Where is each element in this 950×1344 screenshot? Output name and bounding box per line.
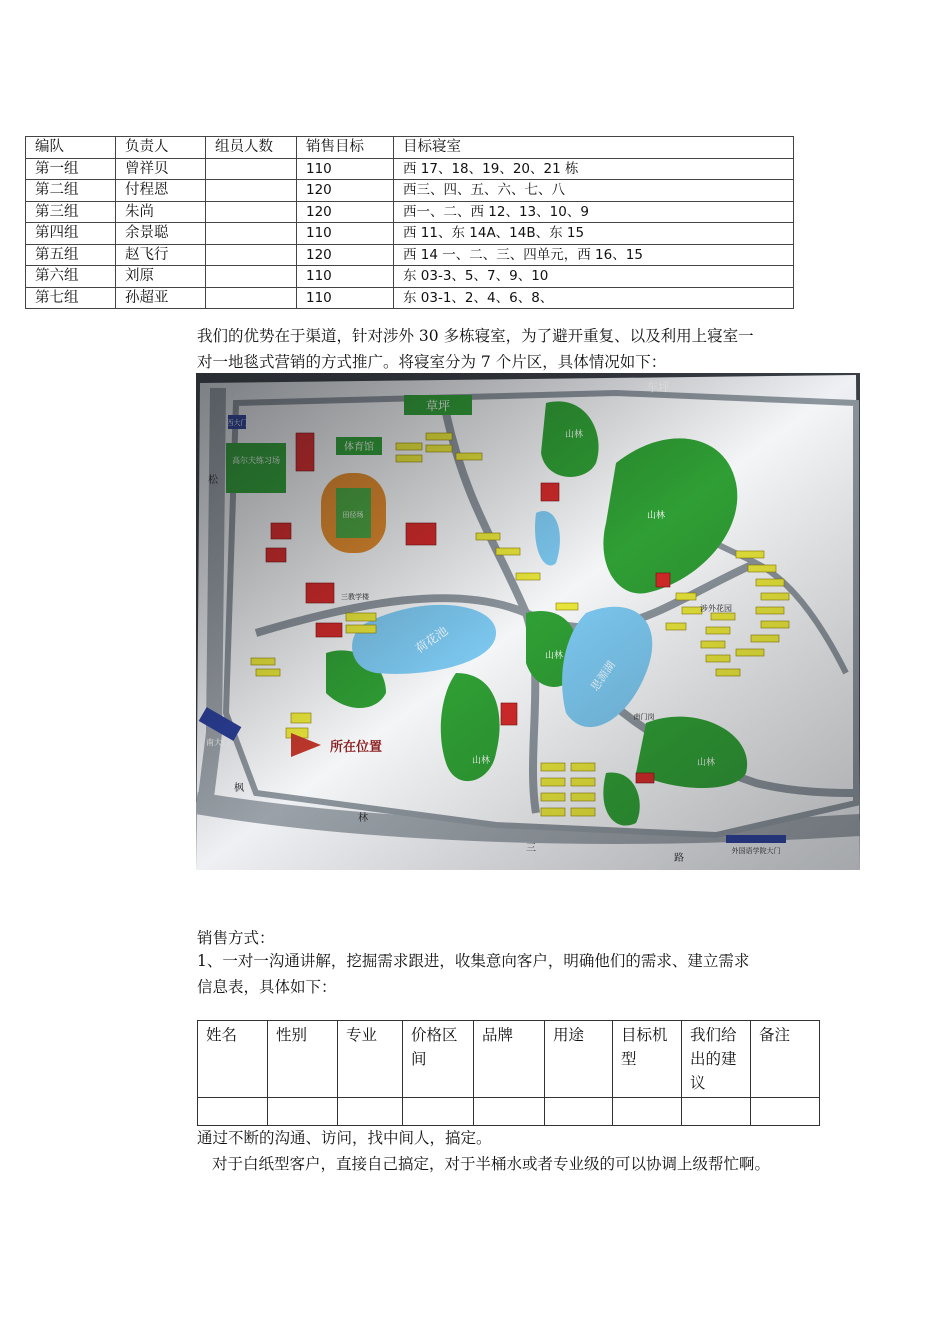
table-row (26, 287, 794, 309)
cell-dorms: 西一、二、西 12、13、10、9 (394, 201, 794, 223)
cell-dorms: 西 11、东 14A、14B、东 15 (394, 223, 794, 245)
cell-leader: 朱尚 (116, 201, 206, 223)
photo-vignette (196, 373, 860, 870)
intro-line-2: 对一地毯式营销的方式推广。将寝室分为 7 个片区，具体情况如下： (197, 353, 667, 371)
cell-target: 110 (297, 287, 394, 309)
header-name: 姓名 (198, 1021, 268, 1098)
empty-cell (198, 1098, 268, 1126)
header-target: 销售目标 (297, 137, 394, 159)
cell-target: 120 (297, 201, 394, 223)
cell-dorms: 西三、四、五、六、七、八 (394, 180, 794, 202)
header-members: 组员人数 (206, 137, 297, 159)
table-row (26, 266, 794, 288)
header-notes: 备注 (751, 1021, 820, 1098)
header-team: 编队 (26, 137, 116, 159)
cell-target: 110 (297, 158, 394, 180)
cell-dorms: 东 03-1、2、4、6、8、 (394, 287, 794, 309)
cell-members (206, 158, 297, 180)
header-leader: 负责人 (116, 137, 206, 159)
empty-cell (682, 1098, 751, 1126)
empty-cell (268, 1098, 338, 1126)
cell-dorms: 西 17、18、19、20、21 栋 (394, 158, 794, 180)
empty-cell (403, 1098, 474, 1126)
cell-dorms: 西 14 一、二、三、四单元，西 16、15 (394, 244, 794, 266)
table-row (26, 244, 794, 266)
cell-members (206, 287, 297, 309)
cell-team: 第七组 (26, 287, 116, 309)
need-table-header (198, 1021, 820, 1098)
team-table (25, 136, 794, 309)
intro-line-1: 我们的优势在于渠道，针对涉外 30 多栋寝室，为了避开重复、以及利用上寝室一 (197, 327, 754, 345)
cell-team: 第六组 (26, 266, 116, 288)
header-dorms: 目标寝室 (394, 137, 794, 159)
header-gender: 性别 (268, 1021, 338, 1098)
cell-target: 120 (297, 244, 394, 266)
cell-members (206, 244, 297, 266)
cell-team: 第五组 (26, 244, 116, 266)
cell-team: 第三组 (26, 201, 116, 223)
header-brand: 品牌 (474, 1021, 545, 1098)
header-target-model: 目标机型 (613, 1021, 682, 1098)
cell-team: 第四组 (26, 223, 116, 245)
header-suggestion: 我们给出的建议 (682, 1021, 751, 1098)
table-row (198, 1098, 820, 1126)
header-price-range: 价格区间 (403, 1021, 474, 1098)
sales-heading: 销售方式： (197, 929, 275, 947)
cell-dorms: 东 03-3、5、7、9、10 (394, 266, 794, 288)
cell-members (206, 223, 297, 245)
need-table (197, 1020, 820, 1126)
cell-leader: 余景聪 (116, 223, 206, 245)
cell-leader: 孙超亚 (116, 287, 206, 309)
table-row (26, 223, 794, 245)
campus-map (196, 373, 860, 870)
empty-cell (474, 1098, 545, 1126)
cell-members (206, 266, 297, 288)
closing-line-2: 对于白纸型客户，直接自己搞定，对于半桶水或者专业级的可以协调上级帮忙啊。 (212, 1155, 771, 1173)
cell-leader: 刘原 (116, 266, 206, 288)
cell-leader: 曾祥贝 (116, 158, 206, 180)
cell-leader: 赵飞行 (116, 244, 206, 266)
team-table-header (26, 137, 794, 159)
empty-cell (338, 1098, 403, 1126)
header-major: 专业 (338, 1021, 403, 1098)
cell-team: 第二组 (26, 180, 116, 202)
empty-cell (751, 1098, 820, 1126)
empty-cell (545, 1098, 613, 1126)
sales-step-line-1: 1、一对一沟通讲解，挖掘需求跟进，收集意向客户，明确他们的需求、建立需求 (197, 952, 750, 970)
table-row (26, 180, 794, 202)
cell-members (206, 180, 297, 202)
cell-target: 110 (297, 223, 394, 245)
header-usage: 用途 (545, 1021, 613, 1098)
cell-team: 第一组 (26, 158, 116, 180)
cell-target: 110 (297, 266, 394, 288)
sales-step-line-2: 信息表，具体如下： (197, 978, 337, 996)
cell-members (206, 201, 297, 223)
cell-leader: 付程恩 (116, 180, 206, 202)
empty-cell (613, 1098, 682, 1126)
table-row (26, 158, 794, 180)
closing-line-1: 通过不断的沟通、访问，找中间人，搞定。 (197, 1129, 492, 1147)
cell-target: 120 (297, 180, 394, 202)
table-row (26, 201, 794, 223)
